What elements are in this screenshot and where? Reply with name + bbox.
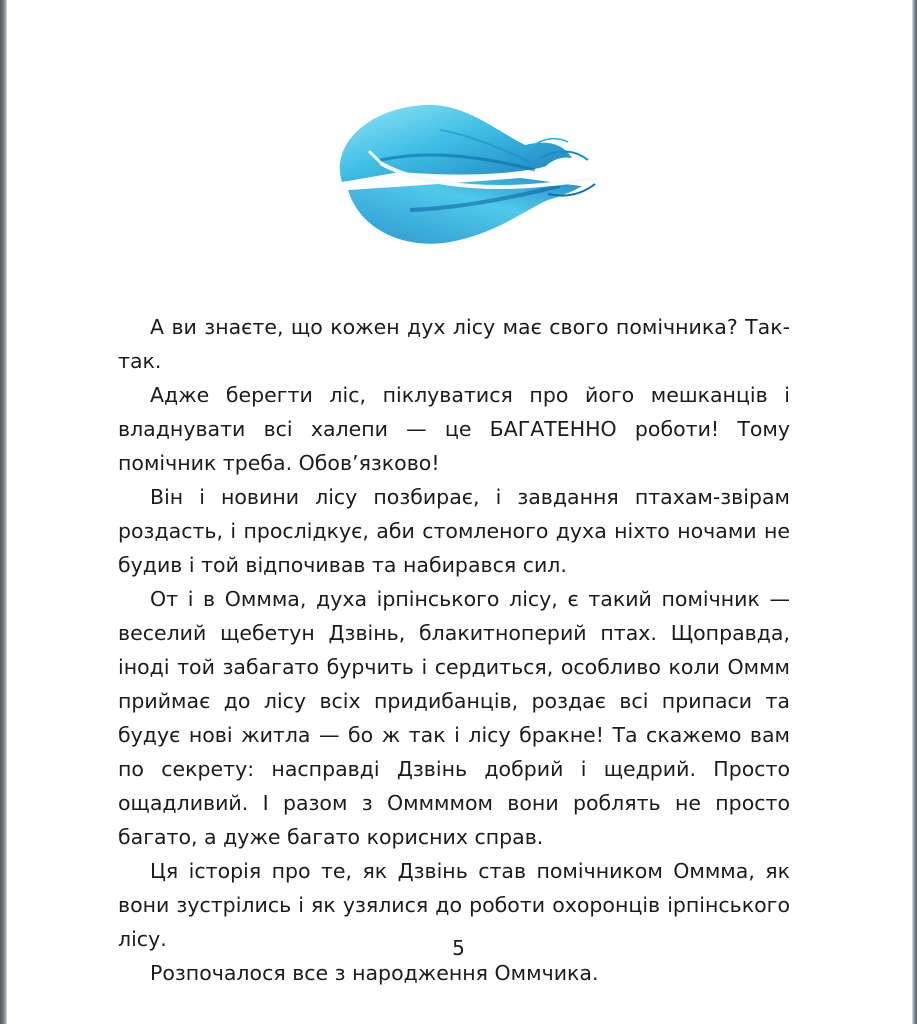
page-edge-right [912,0,917,1024]
paragraph: Адже берегти ліс, піклуватися про його мешканців і владнувати всі халепи — це БАГАТЕННО роботи! Тому помічник треба. Обов’язково! [118,383,790,475]
paragraph: Він і новини лісу позбирає, і завдання птахам-звірам роздасть, і прослідкує, аби стомленого духа ніхто ночами не будив і той відпочивав та набирався сил. [118,485,790,577]
paragraph: Ця історія про те, як Дзвінь став помічником Оммма, як вони зустрілись і як узялися до роботи охоронців ірпінського лісу. [118,859,790,951]
blue-feather-icon [320,90,605,260]
paragraph: А ви знаєте, що кожен дух лісу має свого помічника? Так-так. [118,315,790,373]
paragraph: От і в Оммма, духа ірпінського лісу, є такий помічник — веселий щебетун Дзвінь, блакитноперий птах. Щоправда, іноді той забагато бурчить і сердиться, особливо коли Оммм приймає до лісу всіх придибанців, роздає всі припаси та будує нові житла — бо ж так і лісу бракне! Та скажемо вам по секрету: насправді Дзвінь добрий і щедрий. Просто ощадливий. І разом з Оммммом вони роблять не просто багато, а дуже багато корисних справ. [118,587,790,849]
page-edge-left [0,0,7,1024]
page-number: 5 [452,936,465,960]
paragraph: Розпочалося все з народження Оммчика. [150,961,599,985]
story-text [118,310,790,990]
